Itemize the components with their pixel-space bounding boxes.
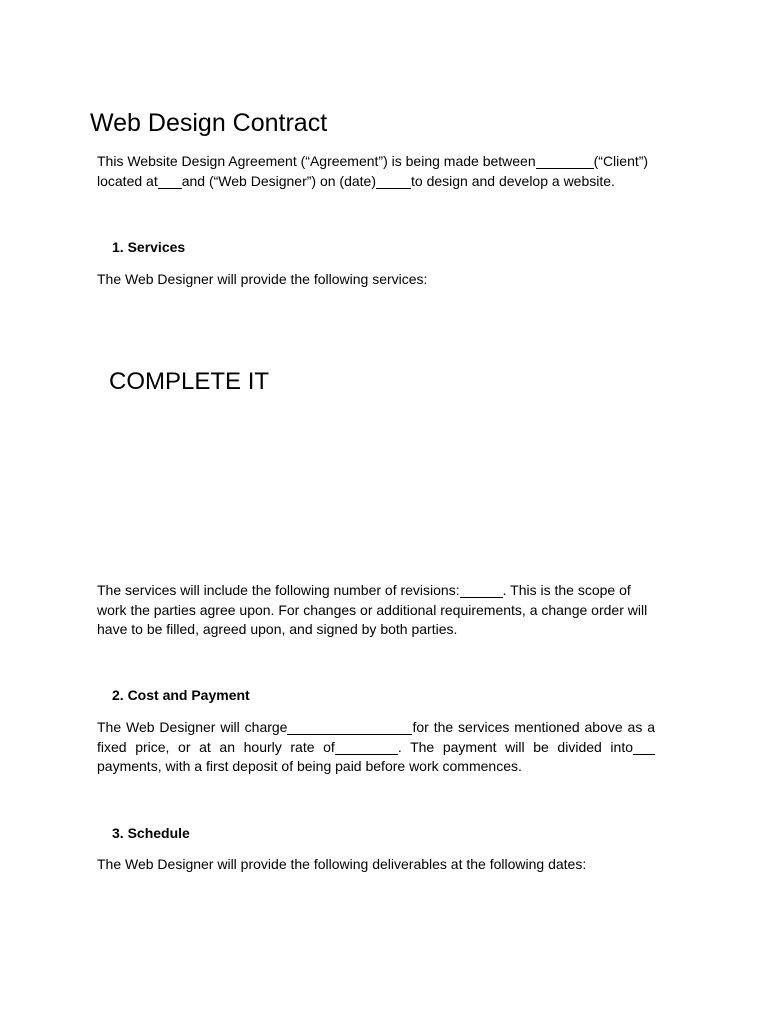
intro-text-1: This Website Design Agreement (“Agreement”) is being made between <box>97 153 536 169</box>
revisions-text-1: The services will include the following number of revisions: <box>97 582 460 598</box>
payment-text-3: . The payment will be divided into <box>397 738 633 755</box>
intro-text-3: and (“Web Designer”) on (date) <box>181 172 376 189</box>
revisions-text-2: . This is the scope of work the parties agree upon. For changes or additional requirements, a change order will have to be filled, agreed upon, and signed by both parties. <box>97 582 648 637</box>
schedule-heading: 3. Schedule <box>112 825 190 841</box>
intro-text-4: to design and develop a website. <box>411 172 615 189</box>
payment-text-2: for the services mentioned above as a fixed price, or at an hourly rate of <box>97 719 655 755</box>
charge-blank[interactable] <box>287 720 412 735</box>
payment-paragraph <box>97 718 655 777</box>
revisions-paragraph <box>97 581 655 640</box>
date-blank[interactable] <box>376 174 411 189</box>
payments-count-blank[interactable] <box>633 740 655 755</box>
payment-text-1: The Web Designer will charge <box>97 719 288 735</box>
services-heading: 1. Services <box>112 239 186 255</box>
services-paragraph: The Web Designer will provide the following services: <box>97 271 428 287</box>
intro-paragraph <box>97 152 655 191</box>
document-title: Web Design Contract <box>90 109 328 137</box>
complete-it-placeholder: COMPLETE IT <box>109 368 270 395</box>
cost-heading: 2. Cost and Payment <box>112 687 250 703</box>
location-blank[interactable] <box>158 174 182 189</box>
intro-text-2: (“Client”) located at <box>97 153 649 189</box>
client-blank[interactable] <box>536 154 594 169</box>
hourly-rate-blank[interactable] <box>335 740 398 755</box>
payment-text-4: payments, with a first deposit of being paid before work commences. <box>97 758 522 774</box>
revisions-blank[interactable] <box>460 583 503 598</box>
schedule-paragraph: The Web Designer will provide the following deliverables at the following dates: <box>97 856 587 872</box>
